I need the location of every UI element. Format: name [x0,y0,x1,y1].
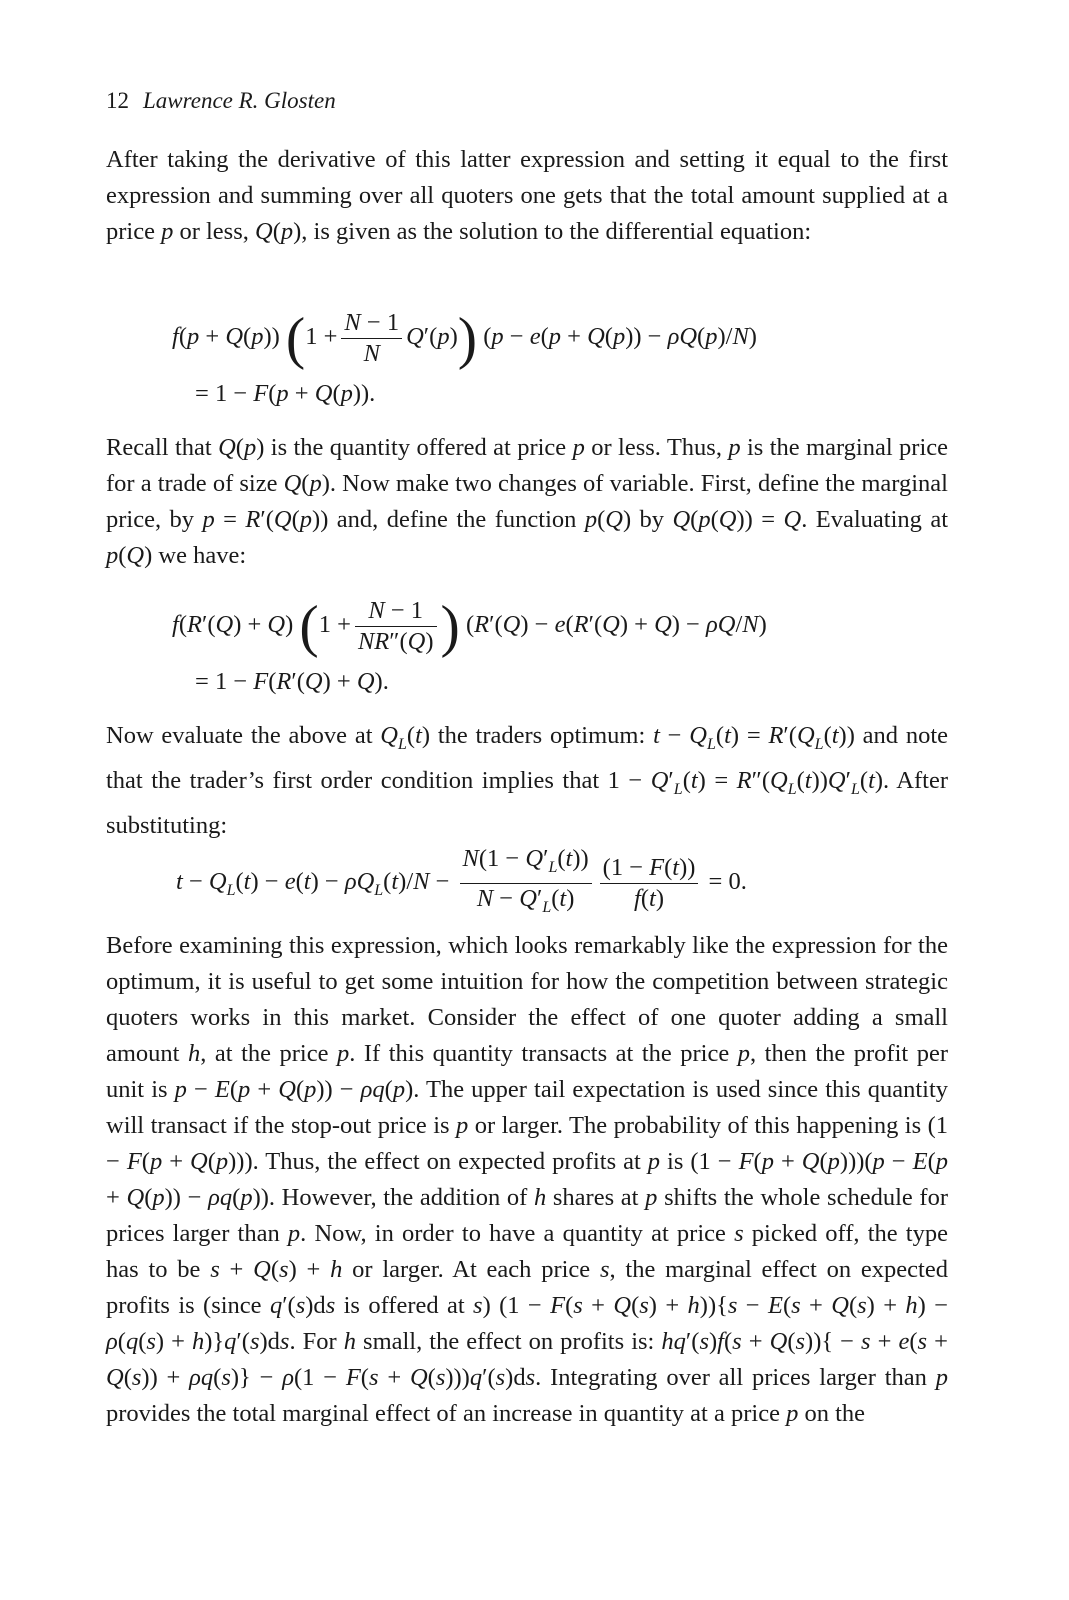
paragraph-4: Before examining this expression, which looks remarkably like the expression for the optimum, it is useful to get some intuition for how the competition between strategic quoters works in this market. Consider the effect of one quoter adding a small amount h, at the price p. If this quantity transacts at the price p, then the profit per unit is p − E(p + Q(p)) − ρq(p). The upper tail expectation is used since this quantity will transact if the stop-out price is p or larger. The probability of this happening is (1 − F(p + Q(p))). Thus, the effect on expected profits at p is (1 − F(p + Q(p)))(p − E(p + Q(p)) − ρq(p)). However, the addition of h shares at p shifts the whole schedule for prices larger than p. Now, in order to have a quantity at price s picked off, the type has to be s + Q(s) + h or larger. At each price s, the marginal effect on expected profits is (since q′(s)ds is offered at s) (1 − F(s + Q(s) + h)){s − E(s + Q(s) + h) − ρ(q(s) + h)}q′(s)ds. For h small, the effect on profits is: hq′(s)f(s + Q(s)){ − s + e(s + Q(s)) + ρq(s)} − ρ(1 − F(s + Q(s)))q′(s)ds. Integrating over all prices larger than p provides the total marginal effect of an increase in quantity at a price p on the [106,932,949,1427]
running-author: Lawrence R. Glosten [143,88,336,113]
paragraph-3: Now evaluate the above at $Q_L(t)$ the traders optimum: $t - Q_L(t) = R'(Q_L(t))$ and note that the trader’s first order condition implies that $1 - Q'_L(t) = R''(Q_L(t))Q'_L(t)$. After substituting: [106,722,949,839]
paragraph-2: Recall that Q(p) is the quantity offered at price p or less. Thus, p is the marginal price for a trade of size Q(p). Now make two changes of variable. First, define the marginal price, by p = R′(Q(p)) and, define the function p(Q) by Q(p(Q)) = Q. Evaluating at p(Q) we have: [106,434,949,569]
equation-2-line-1: f(R′(Q) + Q) (1 + $\frac{N - 1}{NR''(Q)}$ ) (R′(Q) − e(R′(Q) + Q) − ρQ/N) [172,593,767,659]
running-header [106,86,336,116]
page-number: 12 [106,88,129,113]
equation-1-line-2: = 1 − F(p + Q(p)). [195,380,376,407]
equation-3: $t - Q_L(t) - e(t) - \rho Q_L(t)/N$ − $\frac{N(1 - Q'_L(t))}{N - Q'_L(t)}$ $\frac{(1 - F(t))}{f(t)}$ = 0. [176,844,747,923]
paragraph-1: After taking the derivative of this latter expression and setting it equal to the first expression and summing over all quoters one gets that the total amount supplied at a price p or less, Q(p), is given as the solution to the differential equation: [106,146,948,245]
equation-2-line-2: = 1 − F(R′(Q) + Q). [195,668,389,695]
equation-1-line-1: f(p + Q(p)) (1 + $\frac{N - 1}{N}$ Q′(p)) (p − e(p + Q(p)) − ρQ(p)/N) [172,305,757,371]
